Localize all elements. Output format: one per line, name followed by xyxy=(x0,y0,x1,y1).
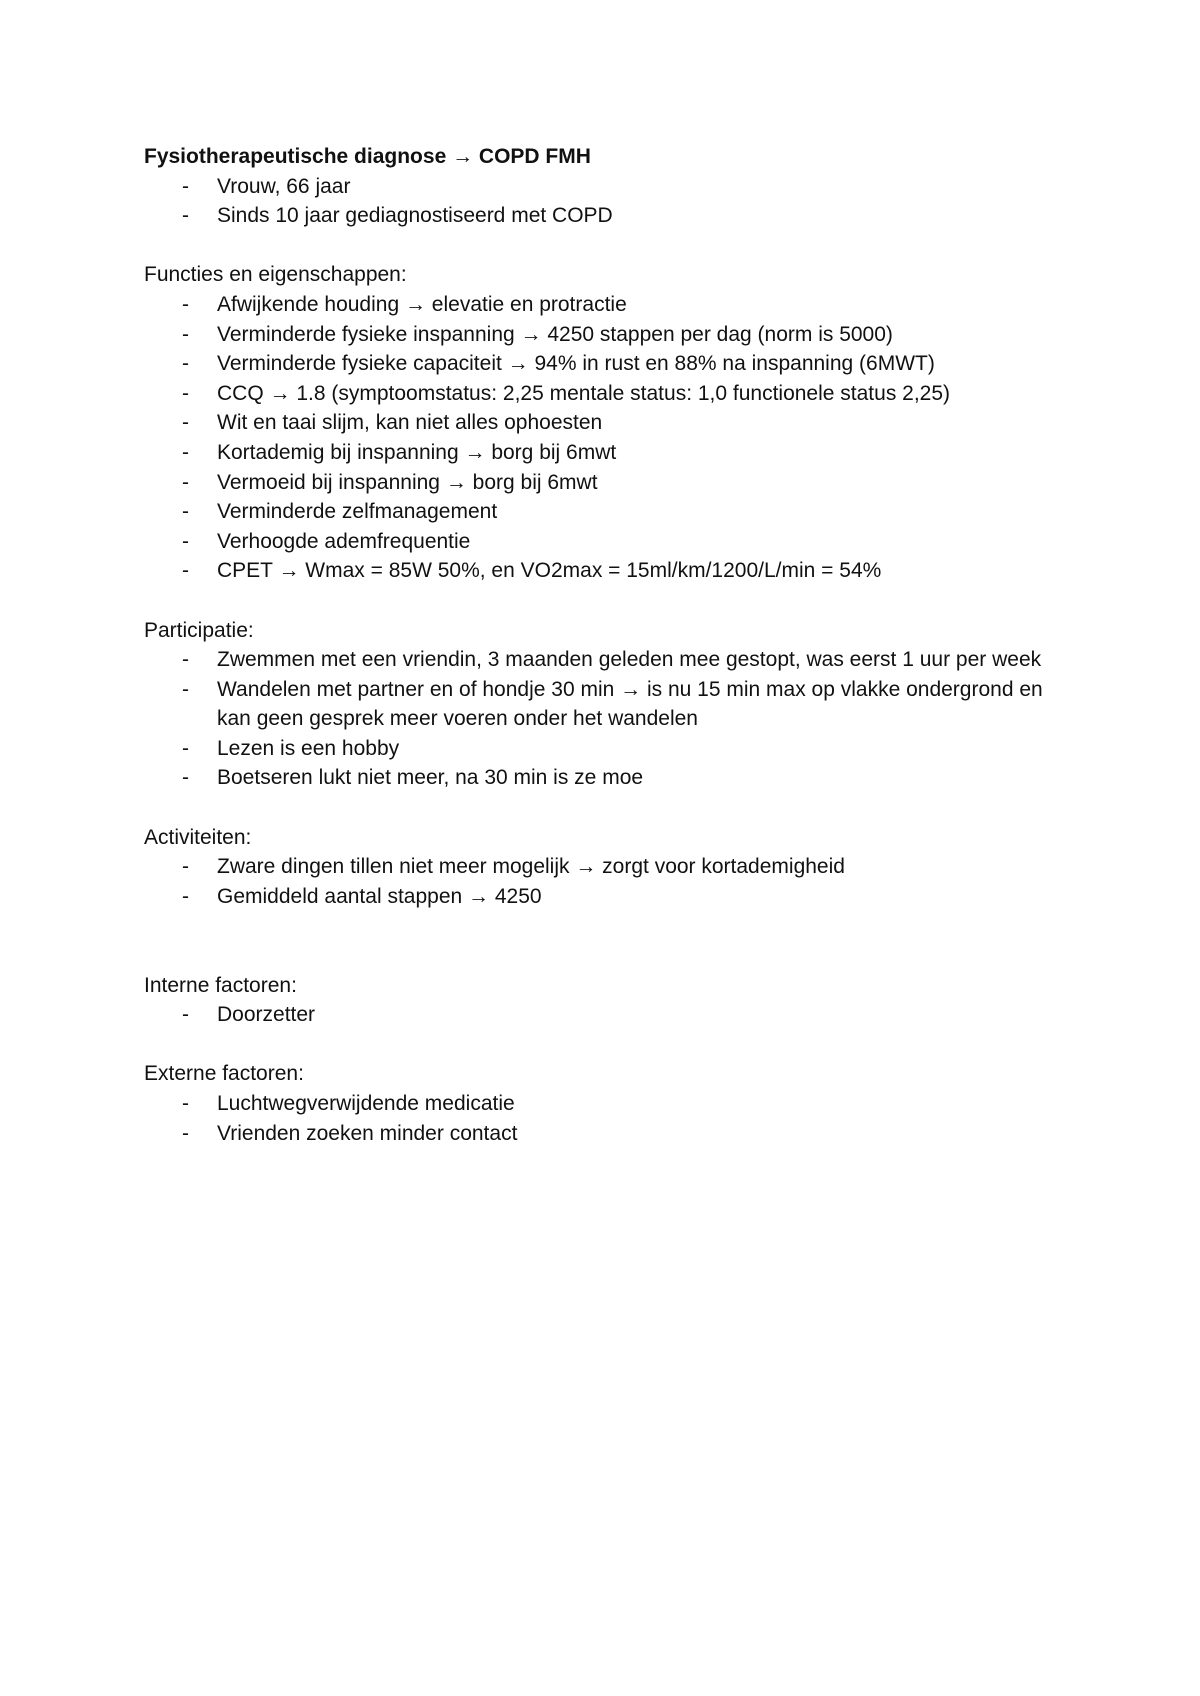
list-item-text: Boetseren lukt niet meer, na 30 min is ze moe xyxy=(217,766,644,790)
bullet-dash: - xyxy=(182,559,189,583)
list-item xyxy=(144,320,1064,350)
bullet-dash: - xyxy=(182,500,189,524)
list-item xyxy=(144,1119,1064,1149)
list-item xyxy=(144,379,1064,409)
list-item-text: Wandelen met partner en of hondje 30 min → is nu 15 min max op vlakke ondergrond en kan geen gesprek meer voeren onder het wandelen xyxy=(217,677,1043,731)
bullet-dash: - xyxy=(182,204,189,228)
list-item-text: CPET → Wmax = 85W 50%, en VO2max = 15ml/km/1200/L/min = 54% xyxy=(217,559,882,583)
list-item xyxy=(144,349,1064,379)
list-item xyxy=(144,438,1064,468)
activiteiten-list xyxy=(144,852,1064,911)
list-item xyxy=(144,734,1064,764)
section-heading-externe-factoren: Externe factoren: xyxy=(144,1062,304,1086)
spacer xyxy=(144,231,1064,261)
spacer xyxy=(144,1030,1064,1060)
participatie-list xyxy=(144,645,1064,793)
section-heading-functies: Functies en eigenschappen: xyxy=(144,263,407,287)
spacer xyxy=(144,586,1064,616)
list-item xyxy=(144,172,1064,202)
bullet-dash: - xyxy=(182,470,189,494)
list-item-text: Vrienden zoeken minder contact xyxy=(217,1121,518,1145)
section-heading-interne-factoren: Interne factoren: xyxy=(144,973,297,997)
list-item-text: Zwemmen met een vriendin, 3 maanden geleden mee gestopt, was eerst 1 uur per week xyxy=(217,648,1042,672)
bullet-dash: - xyxy=(182,766,189,790)
section-heading-participatie: Participatie: xyxy=(144,618,254,642)
bullet-dash: - xyxy=(182,322,189,346)
bullet-dash: - xyxy=(182,1121,189,1145)
document-title: Fysiotherapeutische diagnose → COPD FMH xyxy=(144,145,591,168)
list-item-text: Lezen is een hobby xyxy=(217,736,400,760)
bullet-dash: - xyxy=(182,529,189,553)
list-item xyxy=(144,882,1064,912)
bullet-dash: - xyxy=(182,440,189,464)
list-item-text: Luchtwegverwijdende medicatie xyxy=(217,1092,515,1115)
bullet-dash: - xyxy=(182,1092,189,1115)
list-item xyxy=(144,497,1064,527)
bullet-dash: - xyxy=(182,736,189,760)
list-item-text: Doorzetter xyxy=(217,1003,316,1027)
list-item-text: Verhoogde ademfrequentie xyxy=(217,529,471,553)
list-item-text: CCQ → 1.8 (symptoomstatus: 2,25 mentale status: 1,0 functionele status 2,25) xyxy=(217,381,951,405)
list-item xyxy=(144,1000,1064,1030)
list-item-text: Zware dingen tillen niet meer mogelijk → zorgt voor kortademigheid xyxy=(217,855,845,879)
list-item xyxy=(144,527,1064,557)
list-item-text: Wit en taai slijm, kan niet alles ophoesten xyxy=(217,411,603,435)
list-item-text: Vermoeid bij inspanning → borg bij 6mwt xyxy=(217,470,598,494)
spacer xyxy=(144,911,1064,970)
list-item xyxy=(144,852,1064,882)
section-heading-activiteiten: Activiteiten: xyxy=(144,825,252,849)
list-item-text: Vrouw, 66 jaar xyxy=(217,174,351,198)
list-item xyxy=(144,201,1064,231)
list-item-text: Sinds 10 jaar gediagnostiseerd met COPD xyxy=(217,204,613,228)
list-item-text: Gemiddeld aantal stappen → 4250 xyxy=(217,884,542,908)
bullet-dash: - xyxy=(182,292,189,316)
list-item xyxy=(144,468,1064,498)
bullet-dash: - xyxy=(182,677,189,701)
bullet-dash: - xyxy=(182,381,189,405)
bullet-dash: - xyxy=(182,174,189,198)
bullet-dash: - xyxy=(182,1003,189,1027)
list-item xyxy=(144,675,1064,734)
externe-factoren-list xyxy=(144,1089,1064,1148)
bullet-dash: - xyxy=(182,855,189,879)
bullet-dash: - xyxy=(182,648,189,672)
list-item xyxy=(144,290,1064,320)
functies-list xyxy=(144,290,1064,586)
list-item-text: Verminderde fysieke inspanning → 4250 stappen per dag (norm is 5000) xyxy=(217,322,893,346)
list-item-text: Verminderde fysieke capaciteit → 94% in rust en 88% na inspanning (6MWT) xyxy=(217,352,935,376)
list-item xyxy=(144,645,1064,675)
list-item xyxy=(144,1089,1064,1119)
interne-factoren-list xyxy=(144,1000,1064,1030)
list-item-text: Verminderde zelfmanagement xyxy=(217,500,498,524)
bullet-dash: - xyxy=(182,411,189,435)
bullet-dash: - xyxy=(182,884,189,908)
list-item xyxy=(144,408,1064,438)
intro-list xyxy=(144,172,1064,231)
list-item xyxy=(144,763,1064,793)
list-item-text: Kortademig bij inspanning → borg bij 6mwt xyxy=(217,440,617,464)
document-body xyxy=(144,142,1064,1148)
list-item xyxy=(144,556,1064,586)
list-item-text: Afwijkende houding → elevatie en protractie xyxy=(217,292,627,316)
spacer xyxy=(144,793,1064,823)
bullet-dash: - xyxy=(182,352,189,376)
